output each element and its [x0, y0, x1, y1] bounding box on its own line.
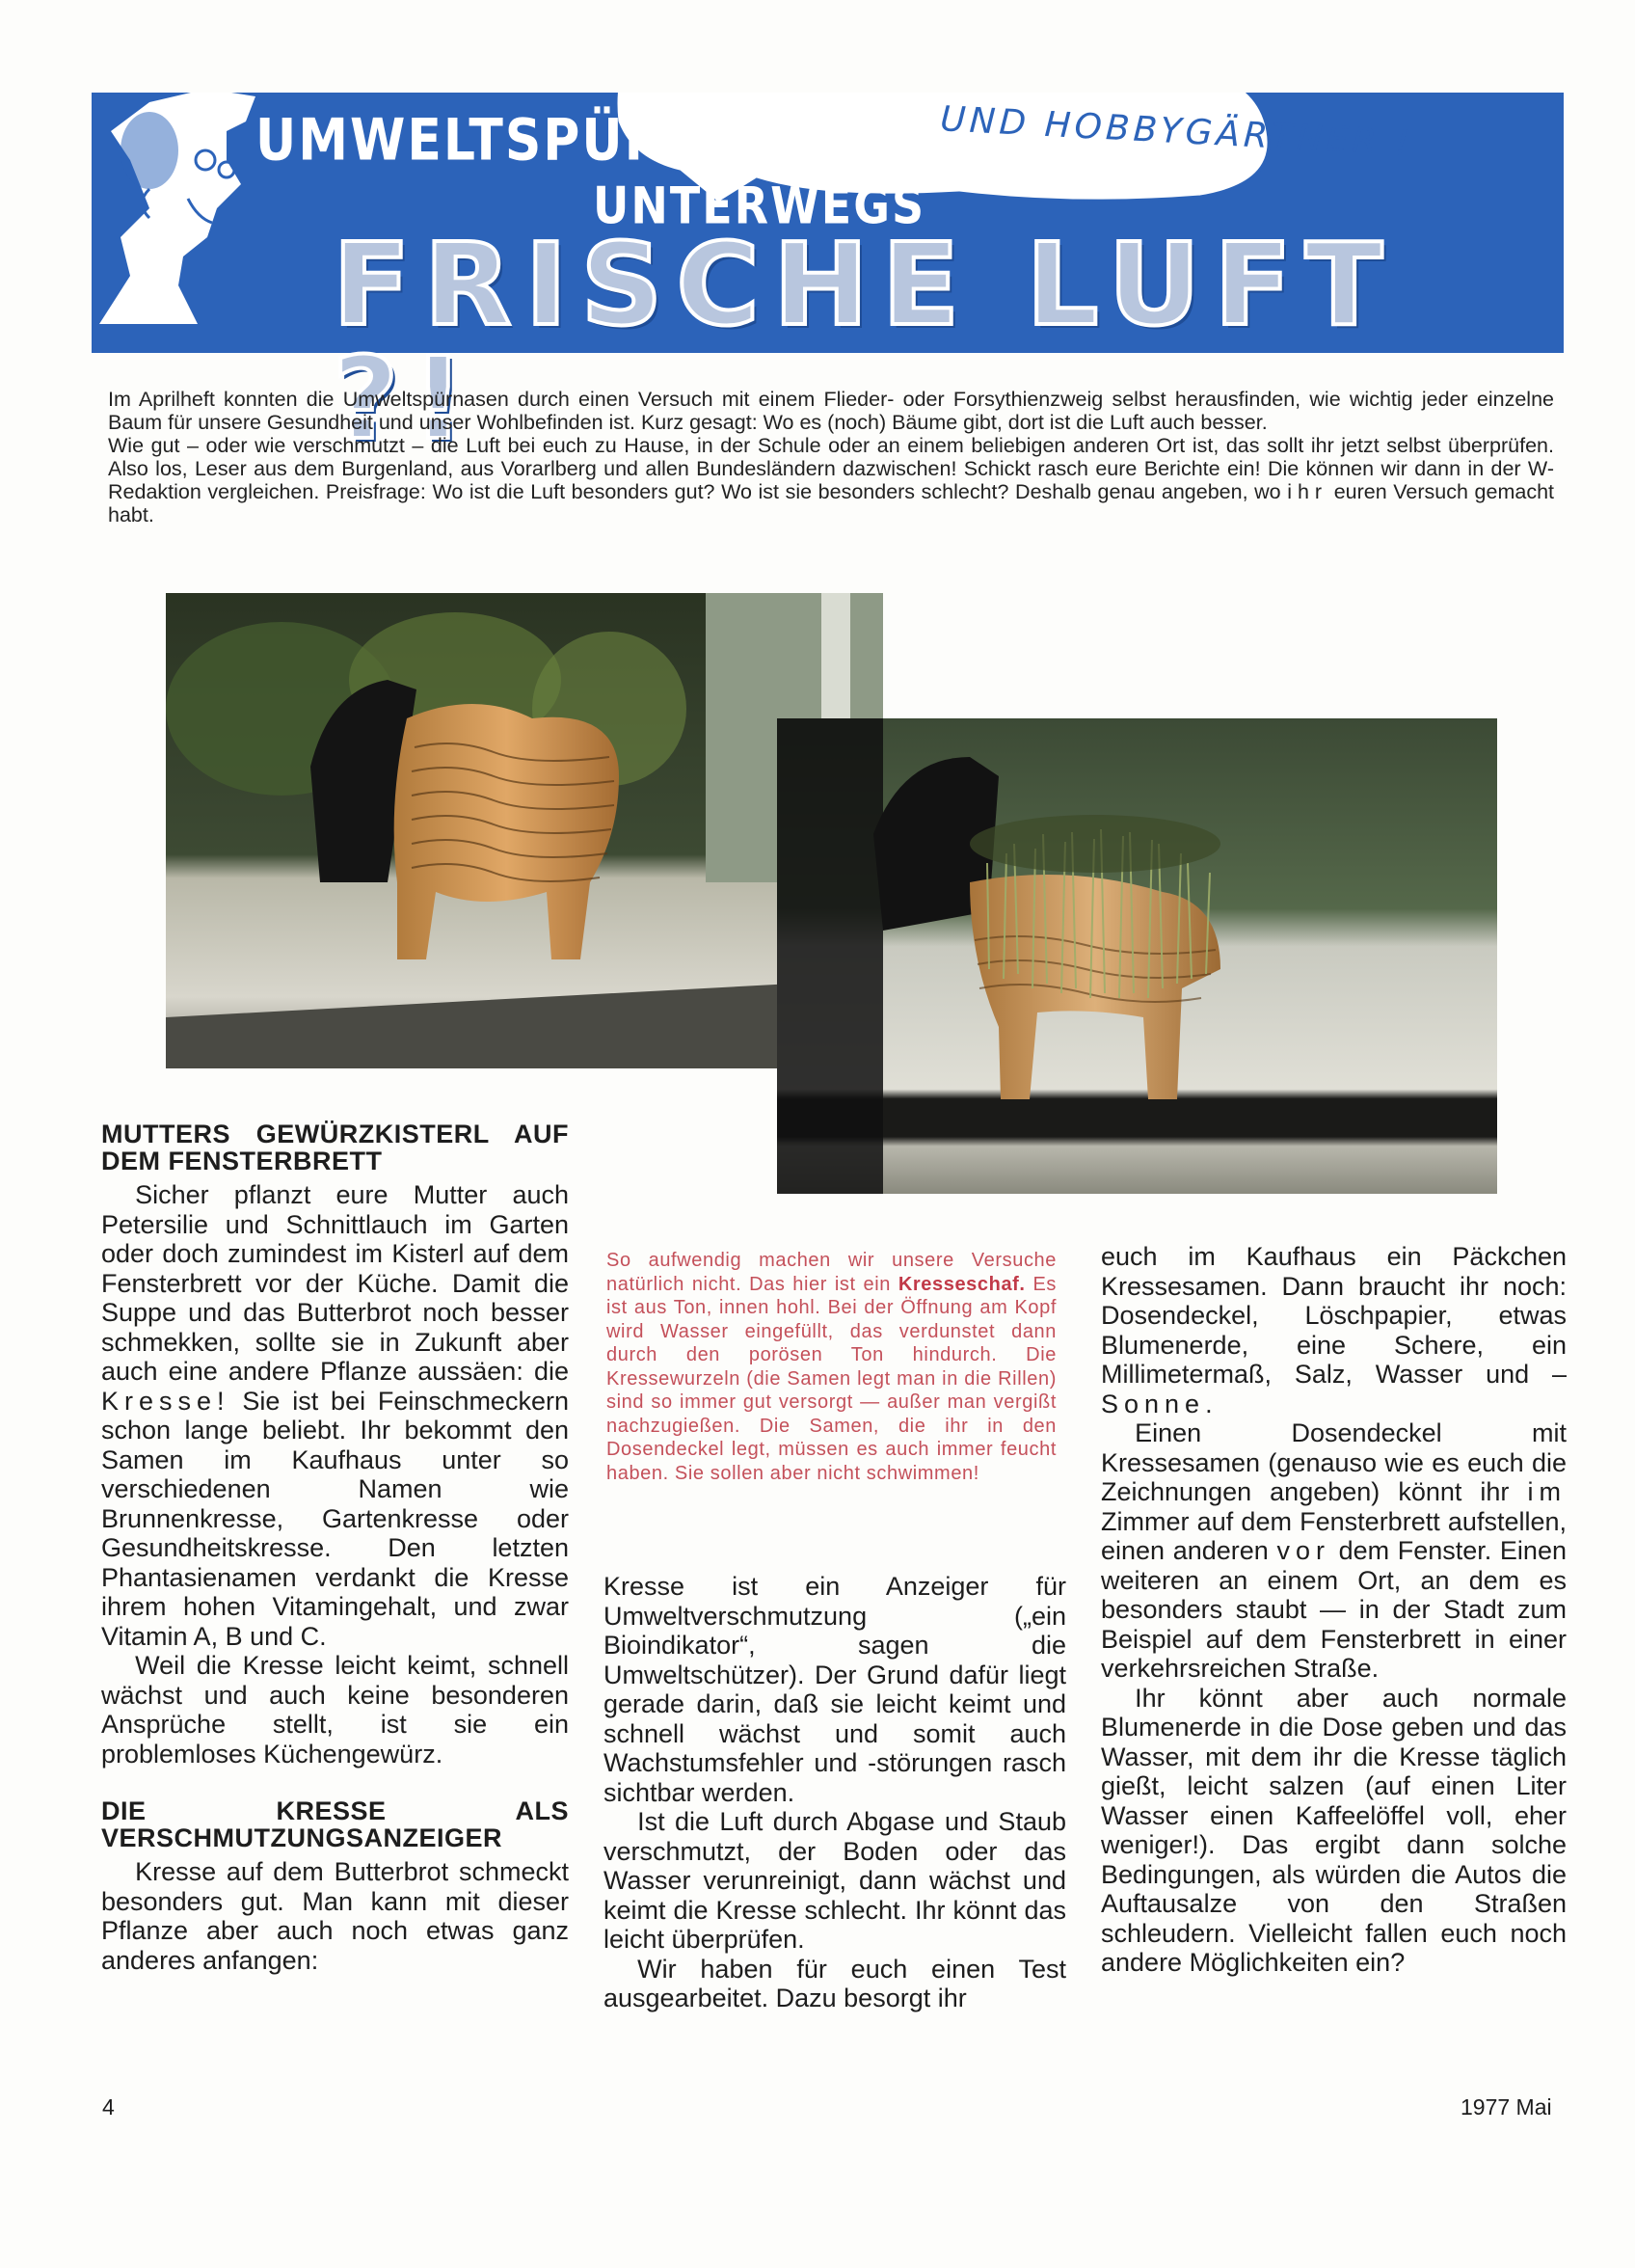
- text: Zimmer auf dem Fensterbrett aufstellen, einen anderen: [1101, 1506, 1567, 1565]
- photo-2-image: [777, 718, 1497, 1194]
- kicker-line-1: UMWELTSPÜRNASEN: [255, 107, 868, 175]
- paragraph: [1101, 1242, 1567, 1418]
- paragraph: Ihr könnt aber auch normale Blumenerde in die Dose geben und das Wasser, mit dem ihr die Kresse täglich gießt, leicht salzen (auf einen Liter Wasser einen Kaffeelöffel voll, eher weniger!). Das ergibt dann solche Bedingungen, als würden die Autos die Auftausalze von den Straßen schleudern. Vielleicht fallen euch noch andere Möglichkeiten ein?: [1101, 1683, 1567, 1977]
- text: Einen Dosendeckel mit Kressesamen (genauso wie es euch die Zeichnungen angeben) könnt ihr: [1101, 1418, 1567, 1506]
- section-heading-2: DIE KRESSE ALS VERSCHMUTZUNGSANZEIGER: [101, 1796, 569, 1852]
- caption-text-a: So aufwendig machen wir unsere Versuche natürlich nicht. Das hier ist ein: [606, 1250, 1057, 1295]
- photo-caption: [606, 1249, 1057, 1485]
- page-title: FRISCHE LUFT ?!: [333, 218, 1397, 465]
- intro-paragraph-2: [108, 434, 1554, 526]
- caption-bold: Kresseschaf.: [898, 1273, 1026, 1295]
- intro-paragraph-1: Im Aprilheft konnten die Umweltspürnasen durch einen Versuch mit einem Flieder- oder Forsythienzweig selbst herausfinden, wie wichtig jeder einzelne Baum für unsere Gesundheit und unser Wohlbefinden ist. Kurz gesagt: Wo es (noch) Bäume gibt, dort ist die Luft auch besser.: [108, 388, 1554, 434]
- paragraph: Wir haben für euch einen Test ausgearbeitet. Dazu besorgt ihr: [603, 1954, 1066, 2012]
- caption-text-b: Es ist aus Ton, innen hohl. Bei der Öffnung am Kopf wird Wasser eingefüllt, das verdunstet dann durch den porösen Ton hindurch. Die Kressewurzeln (die Samen legt man in die Rillen) sind so immer gut versorgt — außer man vergißt nachzugießen. Die Samen, die ihr in den Dosendeckel legt, müssen es auch immer feucht haben. Sie sollen aber nicht schwimmen!: [606, 1273, 1057, 1484]
- text: euch im Kaufhaus ein Päckchen Kressesamen. Dann braucht ihr noch: Dosendeckel, Löschpapier, etwas Blumenerde, eine Schere, ein Millimetermaß, Salz, Wasser und –: [1101, 1242, 1567, 1389]
- text: dem Fenster. Einen weiteren an einem Ort, an dem es besonders staubt — in der Stadt zum Beispiel auf dem Fensterbrett in einer verkehrsreichen Straße.: [1101, 1536, 1567, 1683]
- paragraph: Weil die Kresse leicht keimt, schnell wächst und auch keine besonderen Ansprüche stellt, ist sie ein problemloses Küchengewürz.: [101, 1651, 569, 1768]
- column-2: [603, 1572, 1066, 2013]
- text: Sie ist bei Feinschmeckern schon lange beliebt. Ihr bekommt den Samen im Kaufhaus unter so verschiedenen Namen wie Brunnenkresse, Gartenkresse oder Gesundheitskresse. Den letzten Phantasienamen verdankt die Kresse ihrem hohen Vitamingehalt, und zwar Vitamin A, B und C.: [101, 1386, 569, 1651]
- paragraph: Kresse ist ein Anzeiger für Umweltverschmutzung („ein Bioindikator“, sagen die Umweltschützer). Der Grund dafür liegt gerade darin, daß sie leicht keimt und schnell wächst und somit auch Wachstumsfehler und -störungen rasch sichtbar werden.: [603, 1572, 1066, 1807]
- paragraph: Kresse auf dem Butterbrot schmeckt besonders gut. Man kann mit dieser Pflanze aber auch noch etwas ganz anderes anfangen:: [101, 1857, 569, 1975]
- paragraph: Ist die Luft durch Abgase und Staub verschmutzt, der Boden oder das Wasser verunreinigt, dann wächst und keimt die Kresse schlecht. Ihr könnt das leicht überprüfen.: [603, 1807, 1066, 1954]
- emphasis-im: im: [1527, 1477, 1567, 1506]
- detective-character-icon: [99, 93, 255, 324]
- emphasis-vor: vor: [1276, 1536, 1330, 1565]
- photo-clay-sheep-empty: [166, 593, 883, 1068]
- emphasis-sonne: Sonne.: [1101, 1389, 1219, 1418]
- paragraph: [101, 1180, 569, 1651]
- photo-clay-sheep-with-cress: [777, 718, 1497, 1194]
- page-number: 4: [102, 2094, 115, 2120]
- photo-1-image: [166, 593, 883, 1068]
- intro-emphasis: ihr: [1287, 480, 1328, 503]
- issue-date: 1977 Mai: [1461, 2094, 1552, 2120]
- paragraph: [1101, 1418, 1567, 1684]
- kicker-line-2: UNTERWEGS: [593, 175, 926, 236]
- intro-text-b: euren Versuch gemacht habt.: [108, 480, 1554, 526]
- section-heading-1: MUTTERS GEWÜRZKISTERL AUF DEM FENSTERBRETT: [101, 1120, 569, 1175]
- text: Sicher pflanzt eure Mutter auch Petersilie und Schnittlauch im Garten oder doch zumindest im Kisterl auf dem Fensterbrett vor der Küche. Damit die Suppe und das Butterbrot noch besser schmekken, sollte sie in Zukunft aber auch eine andere Pflanze aussäen: die: [101, 1180, 569, 1386]
- column-3: [1101, 1242, 1567, 1978]
- speech-bubble-text: UND HOBBYGÄRTNER !: [939, 99, 1414, 164]
- column-1: [101, 1120, 569, 1975]
- intro-text-a: Wie gut – oder wie verschmutzt – die Luft bei euch zu Hause, in der Schule oder an einem beliebigen anderen Ort ist, das sollt ihr jetzt selbst überprüfen. Also los, Leser aus dem Burgenland, aus Vorarlberg und allen Bundesländern dazwischen! Schickt rasch eure Berichte ein! Die können wir dann in der W-Redaktion vergleichen. Preisfrage: Wo ist die Luft besonders gut? Wo ist sie besonders schlecht? Deshalb genau angeben, wo: [108, 434, 1554, 503]
- intro-text: [108, 388, 1554, 526]
- emphasis-kresse: Kresse!: [101, 1386, 230, 1416]
